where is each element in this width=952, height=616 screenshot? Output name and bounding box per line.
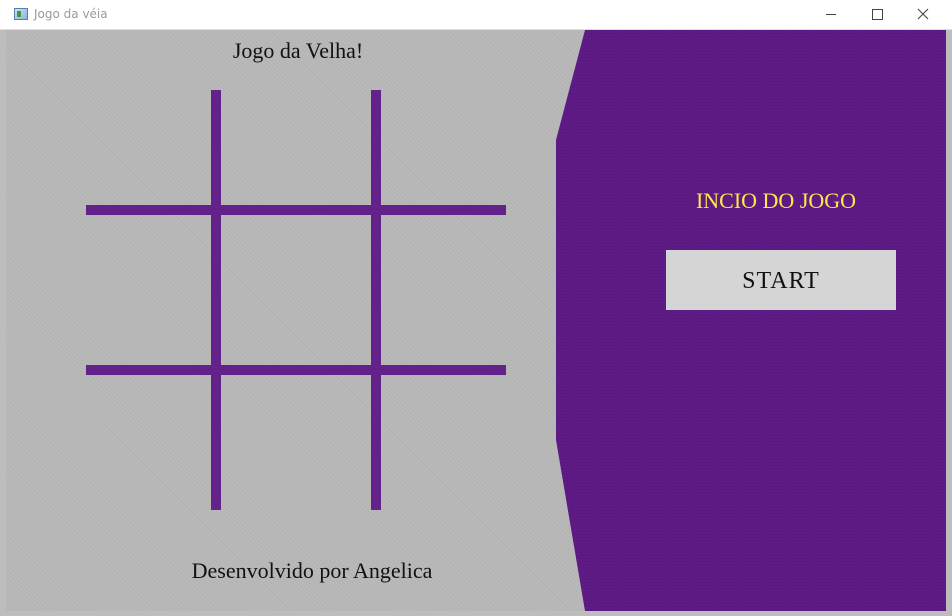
game-canvas: [6, 30, 946, 611]
credits-text: Desenvolvido por Angelica: [191, 558, 433, 583]
title-bar[interactable]: [0, 0, 952, 30]
app-icon: [14, 8, 28, 20]
grid-line-vertical-2: [371, 90, 381, 510]
start-heading: INCIO DO JOGO: [695, 188, 857, 213]
minimize-icon: [826, 14, 836, 15]
close-button[interactable]: [900, 0, 946, 30]
window-title: Jogo da véia: [34, 7, 108, 21]
maximize-button[interactable]: [854, 0, 900, 30]
close-icon: [917, 8, 929, 20]
grid-line-horizontal-1: [86, 205, 506, 215]
game-title: Jogo da Velha!: [232, 38, 364, 63]
grid-line-horizontal-2: [86, 365, 506, 375]
start-button[interactable]: START: [666, 250, 896, 310]
grid-line-vertical-1: [211, 90, 221, 510]
minimize-button[interactable]: [808, 0, 854, 30]
tic-tac-toe-board[interactable]: [86, 90, 506, 510]
maximize-icon: [872, 9, 883, 20]
